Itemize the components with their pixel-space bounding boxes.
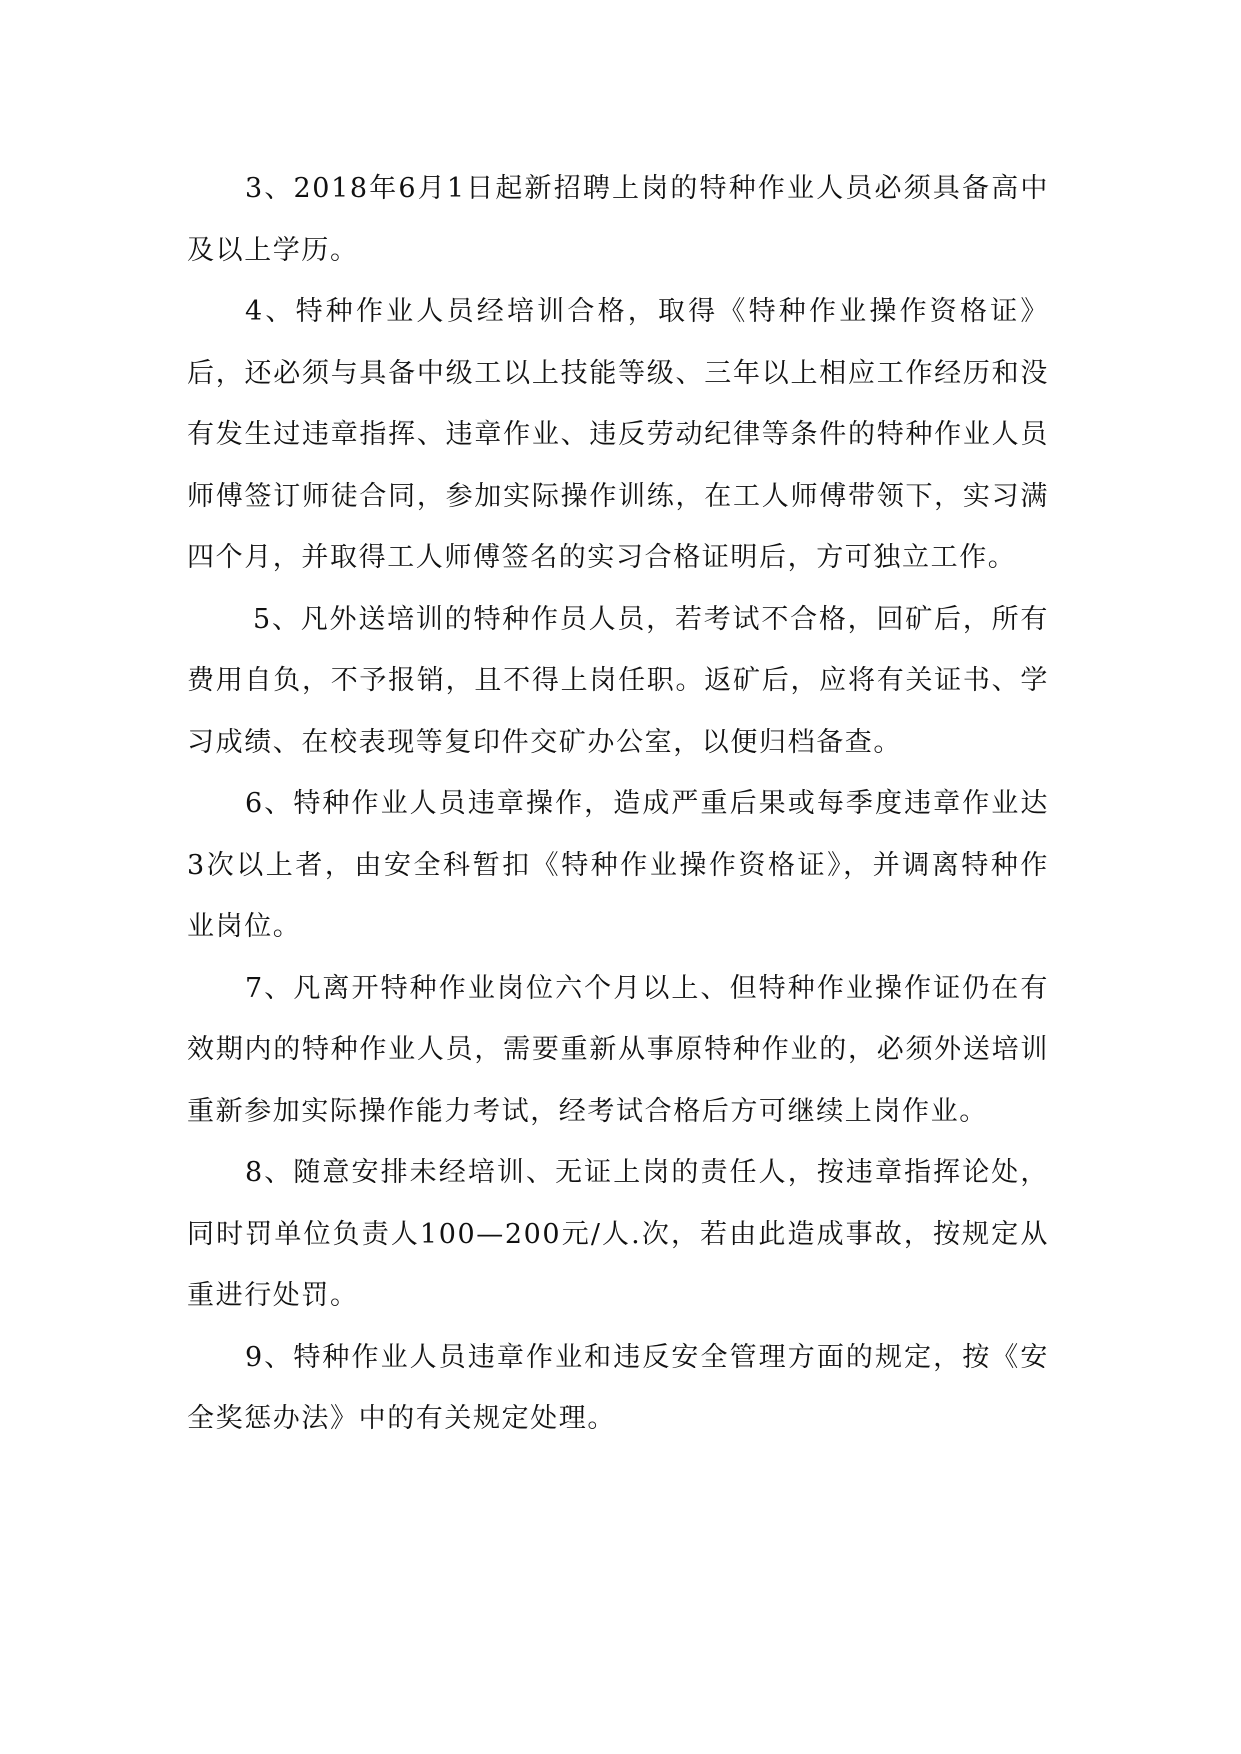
paragraph-item-7: 7、凡离开特种作业岗位六个月以上、但特种作业操作证仍在有效期内的特种作业人员，需要重新从事原特种作业的，必须外送培训重新参加实际操作能力考试，经考试合格后方可继续上岗作业。 xyxy=(187,972,1049,1127)
paragraph-item-8: 8、随意安排未经培训、无证上岗的责任人，按违章指挥论处，同时罚单位负责人100—200元/人.次，若由此造成事故，按规定从重进行处罚。 xyxy=(187,1157,1049,1311)
paragraph-item-3: 3、2018年6月1日起新招聘上岗的特种作业人员必须具备高中及以上学历。 xyxy=(187,173,1049,266)
paragraph-item-6: 6、特种作业人员违章操作，造成严重后果或每季度违章作业达3次以上者，由安全科暂扣《特种作业操作资格证》，并调离特种作业岗位。 xyxy=(187,788,1049,942)
paragraph-item-4: 4、特种作业人员经培训合格，取得《特种作业操作资格证》后，还必须与具备中级工以上技能等级、三年以上相应工作经历和没有发生过违章指挥、违章作业、违反劳动纪律等条件的特种作业人员师傅签订师徒合同，参加实际操作训练，在工人师傅带领下，实习满四个月，并取得工人师傅签名的实习合格证明后，方可独立工作。 xyxy=(187,296,1049,573)
paragraph-item-9: 9、特种作业人员违章作业和违反安全管理方面的规定，按《安全奖惩办法》中的有关规定处理。 xyxy=(187,1341,1049,1434)
paragraph-item-5: 5、凡外送培训的特种作员人员，若考试不合格，回矿后，所有费用自负，不予报销，且不得上岗任职。返矿后，应将有关证书、学习成绩、在校表现等复印件交矿办公室，以便归档备查。 xyxy=(187,603,1049,758)
document-body xyxy=(187,158,1049,1450)
